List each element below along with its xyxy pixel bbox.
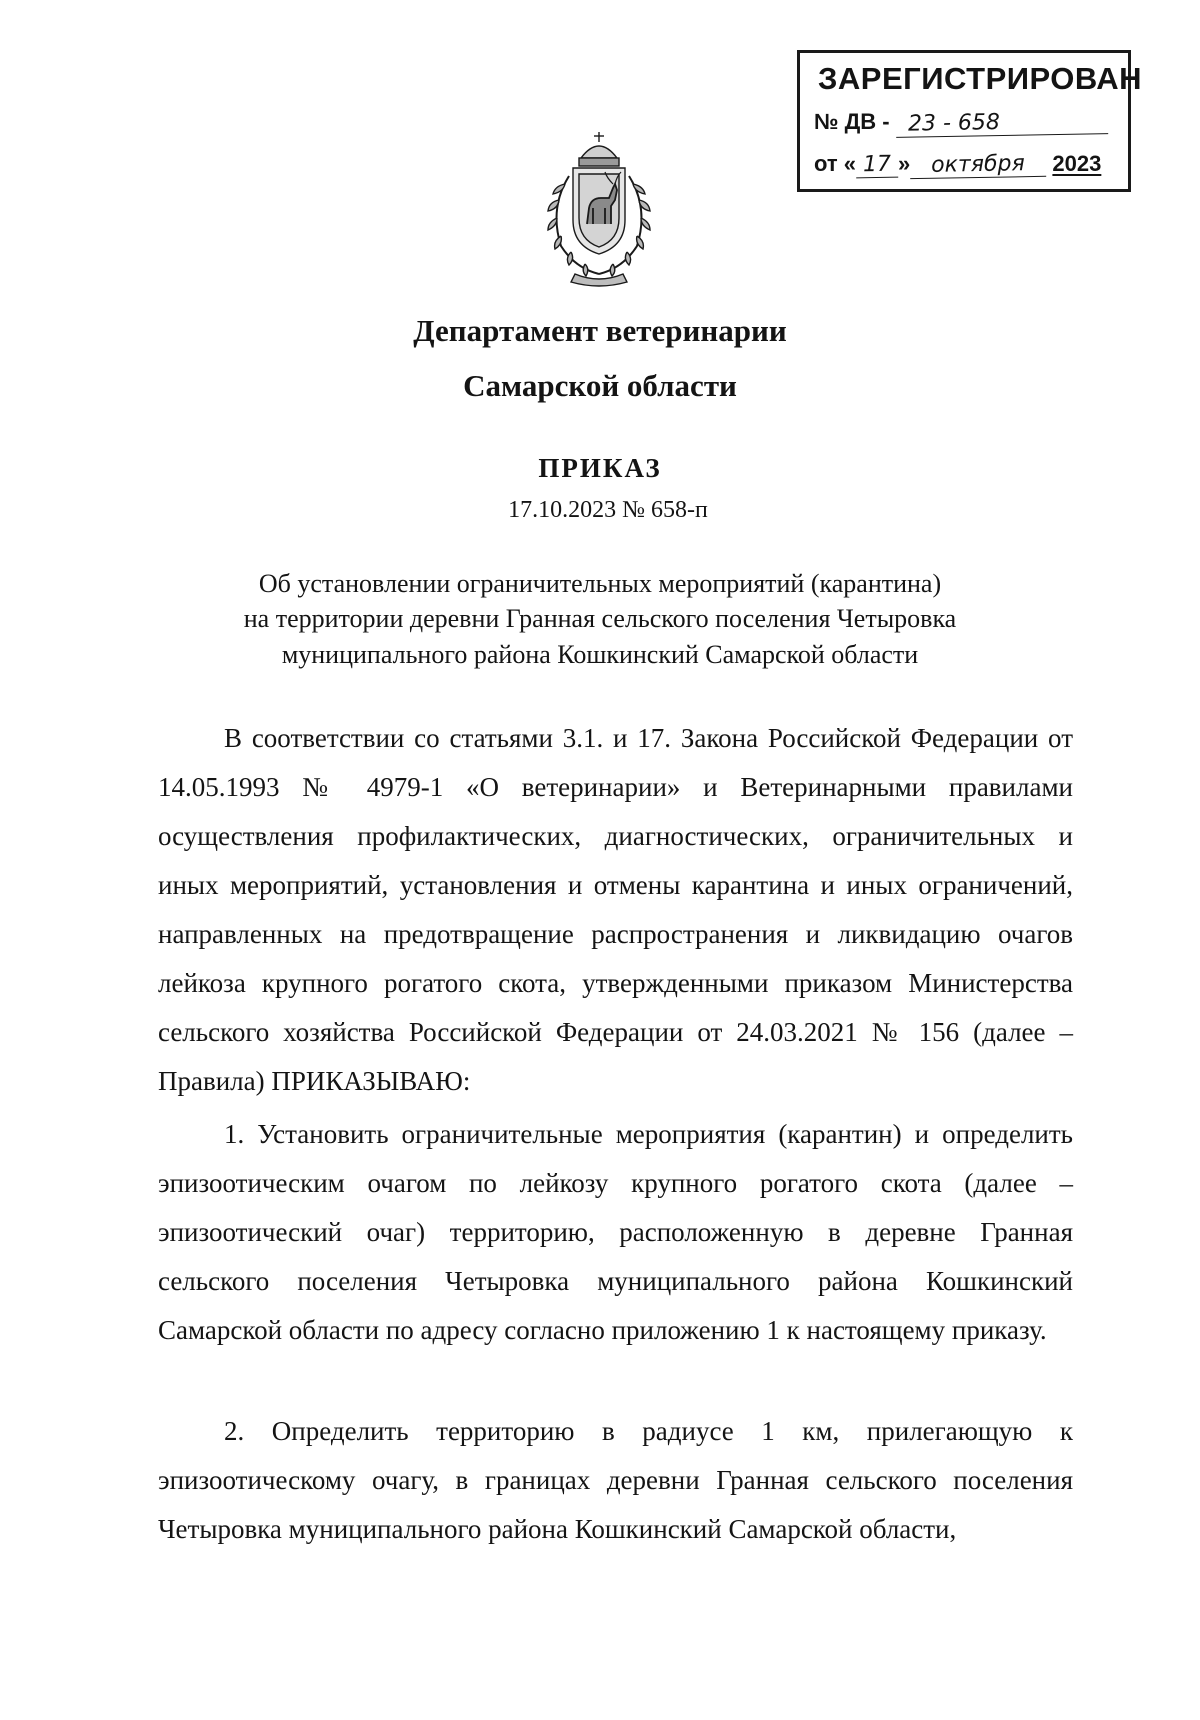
organization-name-line2: Самарской области [463, 368, 737, 403]
stamp-date-sep: » [898, 151, 911, 176]
document-number: 17.10.2023 № 658-п [508, 497, 708, 523]
order-item-1 [158, 1110, 1073, 1355]
registration-stamp [797, 50, 1143, 192]
subject-line1: Об установлении ограничительных мероприятий (карантина) [258, 569, 942, 598]
stamp-date-day: 17 [856, 153, 898, 179]
organization-name-line1: Департамент ветеринарии [413, 313, 787, 348]
stamp-number-value: 23 - 658 [896, 109, 1108, 138]
document-type: ПРИКАЗ [538, 453, 662, 483]
order-item-2-text: 2. Определить территорию в радиусе 1 км, прилегающую к эпизоотическому очагу, в границах деревни Гранная сельского поселения Четыровка муниципального района Кошкинский Самарской области, [158, 1416, 1073, 1544]
stamp-date-year: 2023 [1052, 151, 1102, 176]
stamp-date-line [814, 151, 1101, 178]
stamp-date-month: октября [910, 152, 1046, 179]
subject-line2: на территории деревни Гранная сельского поселения Четыровка [243, 604, 957, 633]
preamble-paragraph [158, 714, 1073, 1106]
preamble-text: В соответствии со статьями 3.1. и 17. Закона Российской Федерации от 14.05.1993 № 4979-1 «О ветеринарии» и Ветеринарными правилами осуществления профилактических, диагностических, ограничительных и иных мероприятий, установления и отмены карантина и иных ограничений, направленных на предотвращение распространения и ликвидацию очагов лейкоза крупного рогатого скота, утвержденными приказом Министерства сельского хозяйства Российской Федерации от 24.03.2021 № 156 (далее – Правила) ПРИКАЗЫВАЮ: [158, 723, 1073, 1096]
stamp-number-prefix: № ДВ - [814, 109, 890, 134]
samara-coat-of-arms-icon [535, 128, 663, 288]
stamp-title: ЗАРЕГИСТРИРОВАН [818, 61, 1143, 96]
subject-line3: муниципального района Кошкинский Самарской области [281, 640, 919, 669]
stamp-number-line [814, 109, 1108, 136]
stamp-date-prefix: от « [814, 151, 857, 176]
order-item-2 [158, 1407, 1073, 1554]
order-item-1-text: 1. Установить ограничительные мероприятия (карантин) и определить эпизоотическим очагом по лейкозу крупного рогатого скота (далее – эпизоотический очаг) территорию, расположенную в деревне Гранная сельского поселения Четыровка муниципального района Кошкинский Самарской области по адресу согласно приложению 1 к настоящему приказу. [158, 1119, 1073, 1345]
